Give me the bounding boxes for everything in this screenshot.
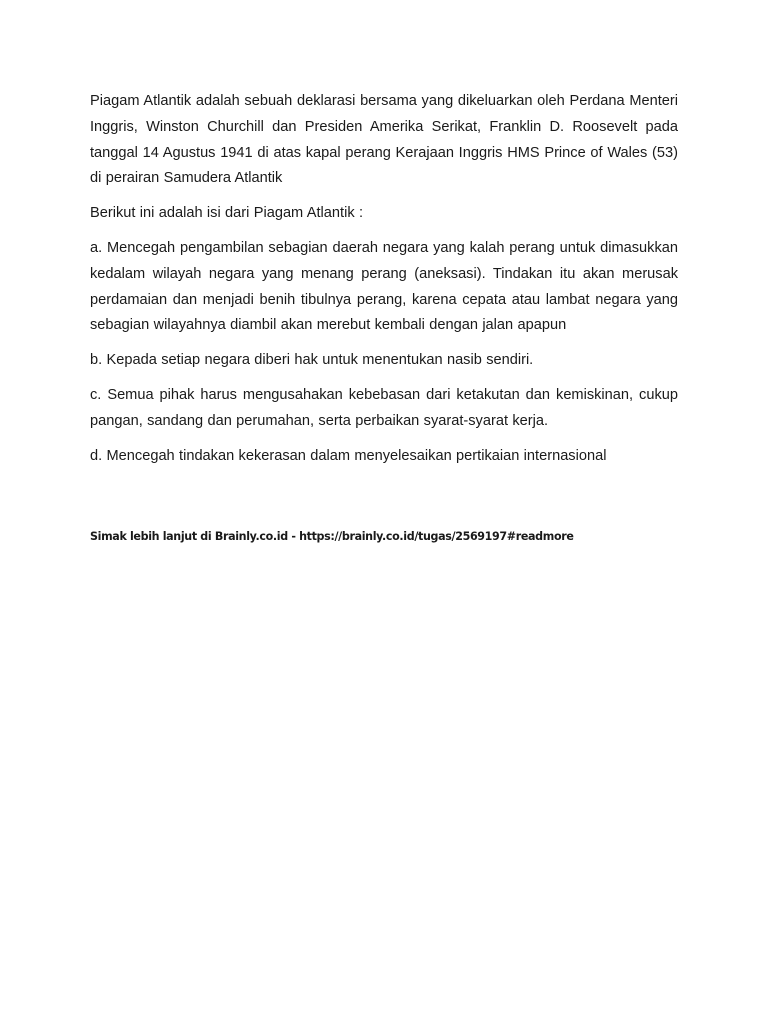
point-b-paragraph: b. Kepada setiap negara diberi hak untuk menentukan nasib sendiri. — [90, 352, 534, 369]
document-page — [90, 89, 678, 543]
point-d-paragraph: d. Mencegah tindakan kekerasan dalam menyelesaikan pertikaian internasional — [90, 447, 607, 464]
source-footer-note: Simak lebih lanjut di Brainly.co.id - https://brainly.co.id/tugas/2569197#readmore — [90, 530, 574, 543]
list-intro-paragraph: Berikut ini adalah isi dari Piagam Atlantik : — [90, 205, 364, 222]
point-a-paragraph: a. Mencegah pengambilan sebagian daerah negara yang kalah perang untuk dimasukkan kedalam wilayah negara yang menang perang (aneksasi). Tindakan itu akan merusak perdamaian dan menjadi benih tibulnya perang, karena cepata atau lambat negara yang sebagian wilayahnya diambil akan merebut kembali dengan jalan apapun — [90, 239, 678, 334]
point-c-paragraph: c. Semua pihak harus mengusahakan kebebasan dari ketakutan dan kemiskinan, cukup pangan, sandang dan perumahan, serta perbaikan syarat-syarat kerja. — [90, 386, 678, 429]
intro-paragraph: Piagam Atlantik adalah sebuah deklarasi bersama yang dikeluarkan oleh Perdana Menteri Inggris, Winston Churchill dan Presiden Amerika Serikat, Franklin D. Roosevelt pada tanggal 14 Agustus 1941 di atas kapal perang Kerajaan Inggris HMS Prince of Wales (53) di perairan Samudera Atlantik — [90, 93, 678, 187]
